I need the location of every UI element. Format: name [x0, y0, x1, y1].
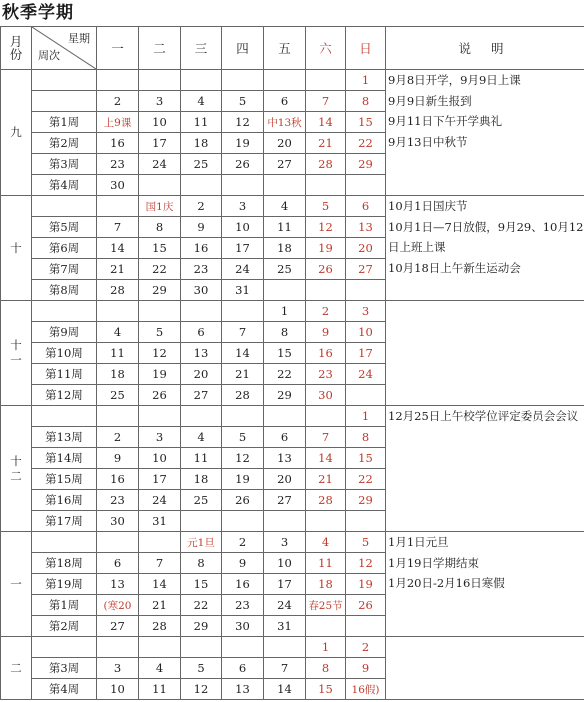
- day-cell: 16: [97, 469, 139, 490]
- day-cell: 春25节: [306, 595, 346, 616]
- day-cell: 6: [346, 196, 386, 217]
- month-label: [1, 406, 32, 532]
- day-cell: 3: [264, 532, 306, 553]
- day-cell: 16: [222, 574, 264, 595]
- day-cell: 10: [139, 112, 181, 133]
- week-number: 第10周: [32, 343, 97, 364]
- day-cell: 4: [264, 196, 306, 217]
- day-cell: 20: [181, 364, 222, 385]
- day-cell: 29: [264, 385, 306, 406]
- day-cell: 22: [264, 364, 306, 385]
- day-cell: 8: [264, 322, 306, 343]
- day-cell: [97, 301, 139, 322]
- day-cell: 26: [222, 490, 264, 511]
- day-cell: [97, 196, 139, 217]
- day-cell: 27: [346, 259, 386, 280]
- day-cell: [306, 511, 346, 532]
- day-cell: 27: [97, 616, 139, 637]
- week-row: [1, 406, 584, 427]
- month-notes: [386, 532, 584, 637]
- day-cell: 22: [346, 133, 386, 154]
- week-number: 第17周: [32, 511, 97, 532]
- day-cell: [346, 616, 386, 637]
- day-cell: 10: [264, 553, 306, 574]
- day-cell: 25: [264, 259, 306, 280]
- day-cell: 21: [139, 595, 181, 616]
- day-cell: 28: [222, 385, 264, 406]
- week-number: 第11周: [32, 364, 97, 385]
- weekday-header: 六: [306, 27, 346, 70]
- day-cell: [139, 532, 181, 553]
- day-cell: 24: [346, 364, 386, 385]
- week-number: 第2周: [32, 133, 97, 154]
- day-cell: 5: [139, 322, 181, 343]
- week-number: [32, 70, 97, 91]
- day-cell: [97, 406, 139, 427]
- note-line: 9月13日中秋节: [388, 134, 468, 149]
- week-corner-label: 周次: [38, 49, 60, 62]
- month-label-char: 二: [10, 468, 22, 483]
- day-cell: 28: [97, 280, 139, 301]
- day-cell: 12: [222, 448, 264, 469]
- day-cell: 26: [346, 595, 386, 616]
- day-cell: [306, 406, 346, 427]
- day-cell: 6: [222, 658, 264, 679]
- note-line: 10月1日—7日放假，9月29、10月12日上班上课: [388, 219, 584, 254]
- day-cell: 17: [139, 469, 181, 490]
- week-number: 第18周: [32, 553, 97, 574]
- note-line: 9月8日开学，9月9日上课: [388, 73, 521, 87]
- day-cell: [181, 511, 222, 532]
- week-number: 第13周: [32, 427, 97, 448]
- week-number: 第4周: [32, 175, 97, 196]
- day-cell: 12: [306, 217, 346, 238]
- day-cell: 5: [222, 91, 264, 112]
- month-label-char: 一: [10, 353, 22, 367]
- calendar-table: [0, 26, 584, 700]
- day-cell: [222, 301, 264, 322]
- day-cell: 9: [97, 448, 139, 469]
- day-cell: 9: [306, 322, 346, 343]
- note-line: 9月9日新生报到: [388, 93, 472, 108]
- day-cell: [222, 175, 264, 196]
- day-cell: 26: [306, 259, 346, 280]
- day-cell: [306, 70, 346, 91]
- day-cell: 11: [139, 679, 181, 700]
- day-cell: 19: [222, 469, 264, 490]
- month-header-char: 份: [9, 47, 23, 62]
- day-cell: 15: [346, 448, 386, 469]
- day-cell: [264, 406, 306, 427]
- day-cell: [181, 406, 222, 427]
- week-row: [1, 70, 584, 91]
- week-number: [32, 196, 97, 217]
- week-row: [1, 637, 584, 658]
- day-cell: [181, 637, 222, 658]
- month-header-char: 月: [9, 34, 23, 49]
- day-cell: 30: [97, 175, 139, 196]
- day-cell: 19: [222, 133, 264, 154]
- day-cell: 21: [97, 259, 139, 280]
- week-number: 第2周: [32, 616, 97, 637]
- day-cell: 8: [346, 427, 386, 448]
- day-cell: 16: [181, 238, 222, 259]
- day-cell: 18: [264, 238, 306, 259]
- day-cell: [139, 175, 181, 196]
- day-cell: [222, 406, 264, 427]
- day-cell: 3: [346, 301, 386, 322]
- day-cell: 19: [346, 574, 386, 595]
- day-cell: 25: [97, 385, 139, 406]
- week-row: [1, 301, 584, 322]
- day-cell: 3: [139, 91, 181, 112]
- day-cell: 18: [306, 574, 346, 595]
- day-cell: 2: [306, 301, 346, 322]
- day-cell: [346, 385, 386, 406]
- week-number: [32, 532, 97, 553]
- weekday-corner-label: 星期: [68, 32, 90, 45]
- week-number: 第15周: [32, 469, 97, 490]
- day-cell: 2: [97, 91, 139, 112]
- day-cell: 1: [306, 637, 346, 658]
- day-cell: 11: [181, 448, 222, 469]
- day-cell: 6: [181, 322, 222, 343]
- day-cell: 上9课: [97, 112, 139, 133]
- day-cell: 23: [97, 154, 139, 175]
- day-cell: 27: [181, 385, 222, 406]
- day-cell: 17: [139, 133, 181, 154]
- month-label: [1, 301, 32, 406]
- day-cell: [264, 175, 306, 196]
- day-cell: 22: [346, 469, 386, 490]
- day-cell: 30: [222, 616, 264, 637]
- month-notes: [386, 70, 584, 196]
- month-label: [1, 532, 32, 637]
- day-cell: 13: [181, 343, 222, 364]
- day-cell: 29: [139, 280, 181, 301]
- month-header: [1, 27, 32, 70]
- week-number: 第19周: [32, 574, 97, 595]
- day-cell: 7: [97, 217, 139, 238]
- day-cell: 9: [181, 217, 222, 238]
- day-cell: (寒20: [97, 595, 139, 616]
- day-cell: [97, 637, 139, 658]
- day-cell: 14: [306, 112, 346, 133]
- day-cell: [264, 280, 306, 301]
- day-cell: [181, 175, 222, 196]
- note-line: 10月18日上午新生运动会: [388, 260, 521, 275]
- day-cell: 13: [222, 679, 264, 700]
- month-label-char: 十: [10, 453, 22, 468]
- day-cell: 9: [346, 658, 386, 679]
- day-cell: [346, 175, 386, 196]
- day-cell: 20: [264, 133, 306, 154]
- day-cell: [139, 70, 181, 91]
- month-notes: [386, 301, 584, 406]
- day-cell: [139, 301, 181, 322]
- month-label-char: 九: [10, 125, 22, 139]
- month-label-char: 十: [10, 338, 22, 352]
- day-cell: 13: [346, 217, 386, 238]
- day-cell: 30: [181, 280, 222, 301]
- week-number: [32, 406, 97, 427]
- day-cell: 12: [139, 343, 181, 364]
- month-label-char: 二: [10, 660, 22, 675]
- day-cell: [264, 637, 306, 658]
- day-cell: 11: [264, 217, 306, 238]
- day-cell: 10: [97, 679, 139, 700]
- day-cell: 23: [306, 364, 346, 385]
- day-cell: [306, 175, 346, 196]
- day-cell: 14: [97, 238, 139, 259]
- day-cell: 8: [346, 91, 386, 112]
- week-number: 第1周: [32, 112, 97, 133]
- day-cell: [97, 532, 139, 553]
- day-cell: 10: [346, 322, 386, 343]
- day-cell: [264, 511, 306, 532]
- day-cell: 6: [264, 427, 306, 448]
- day-cell: 4: [139, 658, 181, 679]
- day-cell: 7: [222, 322, 264, 343]
- day-cell: 中13秋: [264, 112, 306, 133]
- day-cell: 26: [139, 385, 181, 406]
- weekday-header: 五: [264, 27, 306, 70]
- day-cell: 29: [346, 154, 386, 175]
- week-number: 第14周: [32, 448, 97, 469]
- week-number: 第6周: [32, 238, 97, 259]
- day-cell: 21: [222, 364, 264, 385]
- note-line: 9月11日下午开学典礼: [388, 114, 502, 128]
- day-cell: 元1旦: [181, 532, 222, 553]
- day-cell: 7: [139, 553, 181, 574]
- month-label-char: 一: [10, 576, 22, 591]
- day-cell: 1: [346, 406, 386, 427]
- day-cell: [264, 70, 306, 91]
- week-number: [32, 301, 97, 322]
- day-cell: 20: [264, 469, 306, 490]
- day-cell: 3: [97, 658, 139, 679]
- day-cell: 5: [346, 532, 386, 553]
- day-cell: 20: [346, 238, 386, 259]
- week-number: 第3周: [32, 658, 97, 679]
- day-cell: 30: [97, 511, 139, 532]
- day-cell: 5: [181, 658, 222, 679]
- day-cell: [306, 280, 346, 301]
- day-cell: 7: [306, 91, 346, 112]
- day-cell: 23: [97, 490, 139, 511]
- day-cell: 22: [181, 595, 222, 616]
- day-cell: 3: [222, 196, 264, 217]
- week-number: 第1周: [32, 595, 97, 616]
- day-cell: 2: [97, 427, 139, 448]
- day-cell: 24: [222, 259, 264, 280]
- week-number: 第5周: [32, 217, 97, 238]
- day-cell: 15: [346, 112, 386, 133]
- day-cell: [97, 70, 139, 91]
- weekday-header: 四: [222, 27, 264, 70]
- weekday-header: 二: [139, 27, 181, 70]
- day-cell: 14: [139, 574, 181, 595]
- note-line: 1月1日元旦: [388, 535, 449, 549]
- day-cell: 8: [306, 658, 346, 679]
- day-cell: 15: [181, 574, 222, 595]
- day-cell: 28: [139, 616, 181, 637]
- month-label-char: 十: [10, 240, 22, 255]
- day-cell: [222, 511, 264, 532]
- day-cell: 29: [181, 616, 222, 637]
- day-cell: 25: [181, 490, 222, 511]
- month-notes: [386, 196, 584, 301]
- day-cell: [346, 280, 386, 301]
- day-cell: 2: [222, 532, 264, 553]
- day-cell: 12: [181, 679, 222, 700]
- weekday-header: 三: [181, 27, 222, 70]
- day-cell: 14: [222, 343, 264, 364]
- month-label: [1, 196, 32, 301]
- day-cell: 6: [264, 91, 306, 112]
- day-cell: 17: [222, 238, 264, 259]
- day-cell: [181, 70, 222, 91]
- week-number: [32, 91, 97, 112]
- week-row: [1, 532, 584, 553]
- day-cell: 11: [97, 343, 139, 364]
- week-row: [1, 196, 584, 217]
- day-cell: [306, 616, 346, 637]
- day-cell: [222, 637, 264, 658]
- day-cell: 14: [264, 679, 306, 700]
- day-cell: 9: [222, 553, 264, 574]
- day-cell: 17: [264, 574, 306, 595]
- day-cell: 18: [181, 469, 222, 490]
- day-cell: 12: [222, 112, 264, 133]
- day-cell: 13: [264, 448, 306, 469]
- day-cell: [346, 511, 386, 532]
- day-cell: 21: [306, 469, 346, 490]
- day-cell: 26: [222, 154, 264, 175]
- day-cell: 23: [222, 595, 264, 616]
- note-line: 1月19日学期结束: [388, 555, 479, 570]
- day-cell: 27: [264, 490, 306, 511]
- day-cell: 24: [264, 595, 306, 616]
- day-cell: 4: [181, 91, 222, 112]
- day-cell: 16: [97, 133, 139, 154]
- day-cell: 1: [346, 70, 386, 91]
- day-cell: [139, 637, 181, 658]
- day-cell: 21: [306, 133, 346, 154]
- day-cell: 31: [222, 280, 264, 301]
- weekday-header: 日: [346, 27, 386, 70]
- day-cell: 7: [264, 658, 306, 679]
- day-cell: [222, 70, 264, 91]
- day-cell: 15: [139, 238, 181, 259]
- day-cell: 23: [181, 259, 222, 280]
- note-line: 10月1日国庆节: [388, 199, 468, 213]
- day-cell: 1: [264, 301, 306, 322]
- day-cell: 6: [97, 553, 139, 574]
- day-cell: 8: [181, 553, 222, 574]
- month-label: [1, 70, 32, 196]
- day-cell: [181, 301, 222, 322]
- week-weekday-corner: [32, 27, 97, 70]
- day-cell: 10: [222, 217, 264, 238]
- day-cell: 8: [139, 217, 181, 238]
- day-cell: 2: [181, 196, 222, 217]
- day-cell: 18: [97, 364, 139, 385]
- day-cell: 22: [139, 259, 181, 280]
- header-row: [1, 27, 584, 70]
- day-cell: 25: [181, 154, 222, 175]
- day-cell: 11: [181, 112, 222, 133]
- day-cell: 19: [139, 364, 181, 385]
- notes-header: 说 明: [386, 27, 584, 70]
- day-cell: 17: [346, 343, 386, 364]
- day-cell: 31: [139, 511, 181, 532]
- week-number: 第12周: [32, 385, 97, 406]
- day-cell: [139, 406, 181, 427]
- day-cell: 16假): [346, 679, 386, 700]
- day-cell: 4: [97, 322, 139, 343]
- day-cell: 18: [181, 133, 222, 154]
- note-line: 12月25日上午校学位评定委员会会议: [388, 409, 579, 423]
- week-number: [32, 637, 97, 658]
- day-cell: 24: [139, 490, 181, 511]
- month-notes: [386, 637, 584, 700]
- day-cell: 13: [97, 574, 139, 595]
- weekday-header: 一: [97, 27, 139, 70]
- week-number: 第7周: [32, 259, 97, 280]
- day-cell: 4: [181, 427, 222, 448]
- week-number: 第4周: [32, 679, 97, 700]
- day-cell: 27: [264, 154, 306, 175]
- week-number: 第3周: [32, 154, 97, 175]
- day-cell: 7: [306, 427, 346, 448]
- week-number: 第9周: [32, 322, 97, 343]
- day-cell: 5: [222, 427, 264, 448]
- day-cell: 16: [306, 343, 346, 364]
- day-cell: 28: [306, 490, 346, 511]
- week-number: 第16周: [32, 490, 97, 511]
- day-cell: 5: [306, 196, 346, 217]
- day-cell: 29: [346, 490, 386, 511]
- day-cell: 国1庆: [139, 196, 181, 217]
- day-cell: 28: [306, 154, 346, 175]
- day-cell: 30: [306, 385, 346, 406]
- month-notes: [386, 406, 584, 532]
- day-cell: 15: [306, 679, 346, 700]
- day-cell: 19: [306, 238, 346, 259]
- day-cell: 14: [306, 448, 346, 469]
- day-cell: 3: [139, 427, 181, 448]
- note-line: 1月20日-2月16日寒假: [388, 576, 505, 590]
- day-cell: 12: [346, 553, 386, 574]
- day-cell: 15: [264, 343, 306, 364]
- day-cell: 11: [306, 553, 346, 574]
- page-title: 秋季学期: [2, 3, 74, 23]
- day-cell: 2: [346, 637, 386, 658]
- day-cell: 10: [139, 448, 181, 469]
- day-cell: 4: [306, 532, 346, 553]
- day-cell: 24: [139, 154, 181, 175]
- day-cell: 31: [264, 616, 306, 637]
- week-number: 第8周: [32, 280, 97, 301]
- month-label: [1, 637, 32, 700]
